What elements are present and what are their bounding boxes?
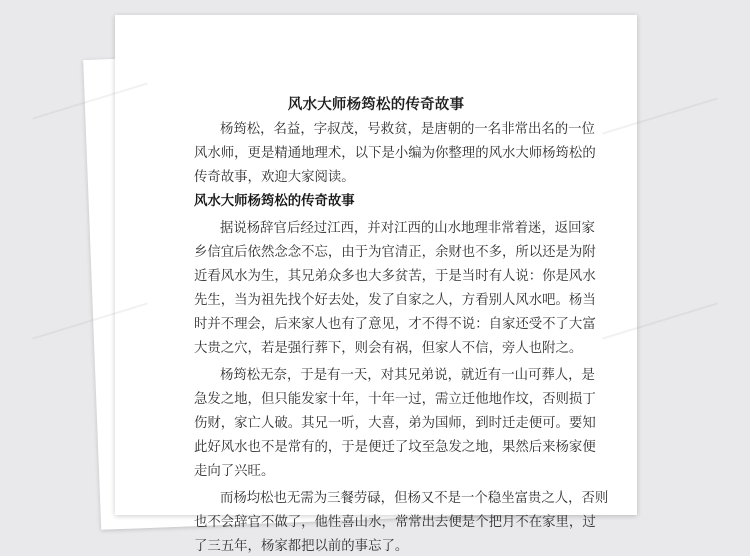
paragraph-line: 近看风水为生，其兄弟众多也大多贫苦，于是当时有人说：你是风水	[194, 269, 596, 284]
paragraph-line: 传奇故事，欢迎大家阅读。	[194, 170, 355, 185]
document-title: 风水大师杨筠松的传奇故事	[287, 97, 465, 113]
paragraph-line: 此好风水也不是常有的，于是便迁了坟至急发之地，果然后来杨家便	[194, 440, 596, 455]
paragraph-line: 走向了兴旺。	[194, 464, 275, 479]
section-heading: 风水大师杨筠松的传奇故事	[194, 194, 355, 209]
paragraph-line: 杨筠松无奈，于是有一天，对其兄弟说，就近有一山可葬人，是	[220, 368, 595, 383]
paragraph-line: 也不会辞官不做了，他性喜山水，常常出去便是个把月不在家里，过	[194, 515, 596, 530]
document-page	[115, 15, 637, 554]
paragraph-line: 时并不理会，后来家人也有了意见，才不得不说：自家还受不了大富	[194, 317, 596, 332]
paragraph-line: 据说杨辞官后经过江西，并对江西的山水地理非常着迷，返回家	[220, 221, 595, 236]
paragraph-line: 杨筠松，名益，字叔茂，号救贫，是唐朝的一名非常出名的一位	[220, 122, 595, 137]
paragraph-line: 大贵之穴，若是强行葬下，则会有祸，但家人不信，旁人也附之。	[194, 341, 583, 356]
paragraph-line: 而杨均松也无需为三餐劳碌，但杨又不是一个稳坐富贵之人，否则	[220, 491, 609, 506]
paragraph-line: 了三五年，杨家都把以前的事忘了。	[194, 539, 409, 554]
paragraph-line: 乡信宜后依然念念不忘，由于为官清正，余财也不多，所以还是为附	[194, 245, 596, 260]
paragraph-line: 先生，当为祖先找个好去处，发了自家之人，方看别人风水吧。杨当	[194, 293, 596, 308]
paragraph-line: 伤财，家亡人破。其兄一听，大喜，弟为国师，到时迁走便可。要知	[194, 416, 596, 431]
paragraph-line: 急发之地，但只能发家十年，十年一过，需立迁他地作坟，否则损丁	[194, 392, 596, 407]
paragraph-line: 风水师，更是精通地理术，以下是小编为你整理的风水大师杨筠松的	[194, 146, 596, 161]
